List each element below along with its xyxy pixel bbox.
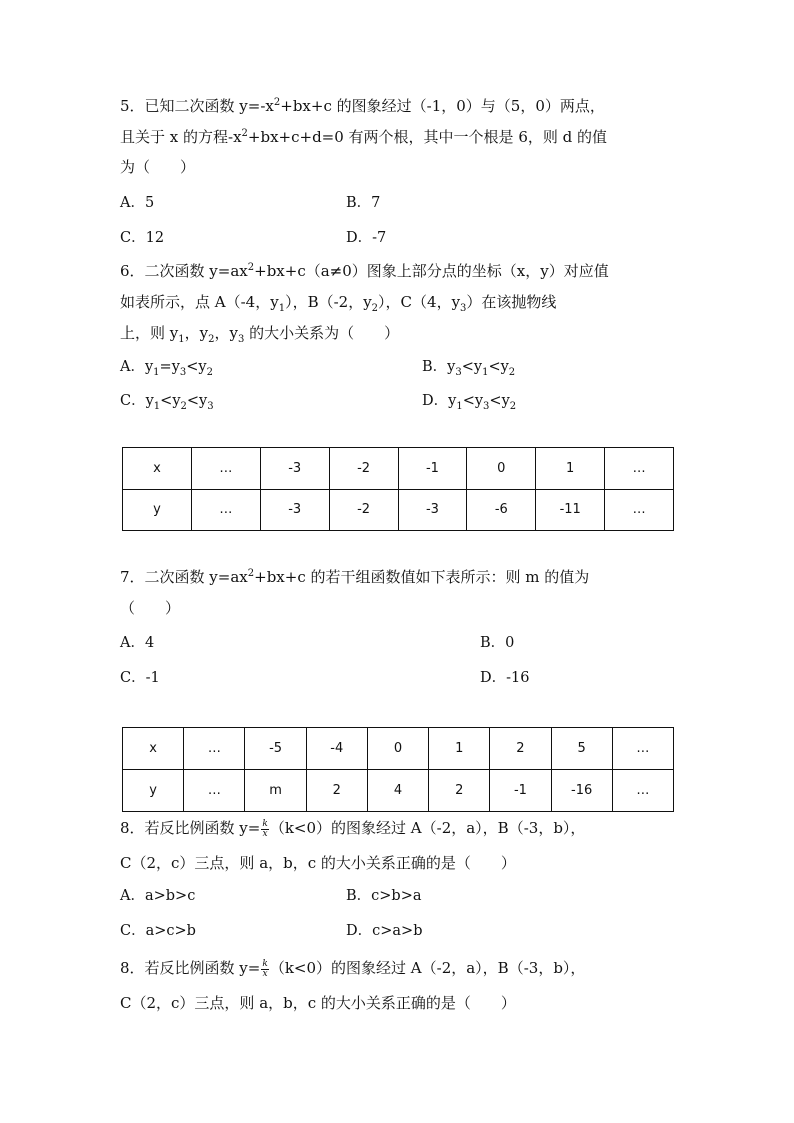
table-cell: -4: [306, 728, 367, 770]
option-text: <y: [186, 393, 208, 409]
q5-option-c[interactable]: C．12: [120, 230, 165, 246]
table-cell: …: [605, 448, 674, 490]
table-cell: 0: [367, 728, 428, 770]
q6-line-3: [120, 323, 399, 343]
q6-text: 如表所示，点 A（-4，y: [120, 293, 279, 311]
subscript: 3: [179, 366, 187, 378]
q6-option-a[interactable]: [120, 357, 213, 377]
table-cell: -3: [260, 448, 329, 490]
table-row: [123, 448, 674, 490]
subscript: 3: [455, 366, 462, 378]
q6-option-d[interactable]: [422, 391, 516, 411]
q8-line-2: C（2，c）三点，则 a，b，c 的大小关系正确的是（ ）: [120, 854, 516, 872]
table-cell: -2: [329, 448, 398, 490]
table-cell: 5: [551, 728, 612, 770]
fraction-denominator: x: [262, 968, 268, 979]
subscript: 1: [153, 366, 160, 378]
subscript: 3: [237, 334, 245, 345]
option-text: <y: [160, 393, 181, 409]
q7-option-c[interactable]: C．-1: [120, 670, 160, 686]
table-row: [123, 770, 674, 812]
table-cell: -11: [536, 489, 605, 531]
table-row: [123, 489, 674, 531]
table-cell: 1: [429, 728, 490, 770]
q7-option-d[interactable]: D．-16: [480, 670, 530, 686]
q5-line-1: [120, 96, 605, 116]
table-cell: 2: [429, 770, 490, 812]
superscript: 2: [273, 97, 281, 108]
option-text: <y: [461, 359, 483, 375]
table-cell: y: [123, 489, 192, 531]
table-cell: -6: [467, 489, 536, 531]
q6-line-2: [120, 292, 556, 312]
q6-text: ，y: [214, 324, 238, 342]
table-cell: x: [123, 728, 184, 770]
q5-option-a[interactable]: A．5: [120, 195, 155, 211]
q8-option-d[interactable]: D．c>a>b: [346, 923, 423, 939]
q6-option-c[interactable]: [120, 391, 214, 411]
option-text: <y: [488, 359, 509, 375]
superscript: 2: [247, 262, 255, 273]
table-cell: -1: [398, 448, 467, 490]
superscript: 2: [247, 568, 255, 579]
option-text: <y: [462, 393, 484, 409]
q5-line-2: [120, 127, 607, 147]
subscript: 2: [509, 400, 517, 412]
superscript: 2: [241, 128, 248, 139]
subscript: 3: [483, 400, 490, 412]
option-text: =y: [159, 359, 180, 375]
q7-text: +bx+c 的若干组函数值如下表所示：则 m 的值为: [254, 568, 590, 586]
q7-line-1: [120, 567, 589, 587]
table-cell: -3: [398, 489, 467, 531]
subscript: 2: [508, 366, 516, 378]
fraction-denominator: x: [262, 828, 268, 839]
table-cell: 0: [467, 448, 536, 490]
q7-text: 7．二次函数 y=ax: [120, 568, 248, 586]
q8-option-b[interactable]: B．c>b>a: [346, 888, 422, 904]
q6-text: ），C（4，y: [378, 293, 461, 311]
option-text: A．y: [120, 359, 154, 375]
table-row: [123, 728, 674, 770]
q7-option-b[interactable]: B．0: [480, 635, 515, 651]
q8-repeat-line-2: C（2，c）三点，则 a，b，c 的大小关系正确的是（ ）: [120, 994, 516, 1012]
subscript: 1: [456, 400, 463, 412]
table-cell: -16: [551, 770, 612, 812]
q8-text: （k<0）的图象经过 A（-2，a），B（-3，b），: [269, 819, 586, 837]
q5-text: +bx+c+d=0 有两个根，其中一个根是 6，则 d 的值: [247, 128, 608, 146]
q8-text: 8．若反比例函数 y=: [120, 959, 261, 977]
table-cell: 2: [490, 728, 551, 770]
option-text: <y: [489, 393, 510, 409]
fraction: [261, 820, 268, 839]
table-cell: …: [612, 728, 673, 770]
table-cell: …: [184, 728, 245, 770]
q5-text: +bx+c 的图象经过（-1，0）与（5，0）两点，: [280, 97, 605, 115]
q8-option-c[interactable]: C．a>c>b: [120, 923, 196, 939]
table-cell: x: [123, 448, 192, 490]
q8-line-1: [120, 818, 585, 839]
fraction-numerator: k: [262, 818, 268, 829]
table-cell: -2: [329, 489, 398, 531]
table-cell: …: [191, 489, 260, 531]
table-cell: …: [191, 448, 260, 490]
table-cell: 2: [306, 770, 367, 812]
q6-value-table: [122, 447, 674, 531]
q8-repeat-line-1: [120, 958, 585, 979]
q6-line-1: [120, 261, 609, 281]
subscript: 1: [153, 400, 161, 412]
q6-text: ）在该抛物线: [466, 293, 557, 311]
option-text: <y: [186, 359, 207, 375]
subscript: 2: [206, 366, 213, 378]
table-cell: …: [612, 770, 673, 812]
q5-text: 且关于 x 的方程-x: [120, 128, 242, 146]
q8-option-a[interactable]: A．a>b>c: [120, 888, 196, 904]
q6-text: +bx+c（a≠0）图象上部分点的坐标（x，y）对应值: [254, 262, 609, 280]
q5-text: 5．已知二次函数 y=-x: [120, 97, 274, 115]
table-cell: -5: [245, 728, 306, 770]
option-text: B．y: [422, 359, 456, 375]
subscript: 3: [460, 303, 467, 314]
q6-text: 6．二次函数 y=ax: [120, 262, 248, 280]
option-text: C．y: [120, 393, 154, 409]
subscript: 1: [482, 366, 489, 378]
q6-text: ），B（-2，y: [285, 293, 372, 311]
q6-text: 的大小关系为（ ）: [244, 324, 400, 342]
q8-text: （k<0）的图象经过 A（-2，a），B（-3，b），: [269, 959, 586, 977]
subscript: 1: [178, 334, 185, 345]
table-cell: …: [184, 770, 245, 812]
table-cell: m: [245, 770, 306, 812]
fraction: [261, 960, 268, 979]
q6-option-b[interactable]: [422, 357, 515, 377]
fraction-numerator: k: [262, 958, 268, 969]
subscript: 1: [278, 303, 286, 314]
table-cell: y: [123, 770, 184, 812]
subscript: 2: [180, 400, 187, 412]
q8-text: 8．若反比例函数 y=: [120, 819, 261, 837]
q7-value-table: [122, 727, 674, 812]
subscript: 2: [371, 303, 379, 314]
q7-option-a[interactable]: A．4: [120, 635, 155, 651]
q5-option-b[interactable]: B．7: [346, 195, 381, 211]
subscript: 3: [207, 400, 214, 412]
table-cell: 4: [367, 770, 428, 812]
q7-line-2: （ ）: [120, 599, 181, 617]
table-cell: …: [605, 489, 674, 531]
q5-option-d[interactable]: D．-7: [346, 230, 387, 246]
table-cell: -1: [490, 770, 551, 812]
q5-line-3: 为（ ）: [120, 158, 196, 176]
q6-text: ，y: [184, 324, 209, 342]
subscript: 2: [208, 334, 215, 345]
table-cell: -3: [260, 489, 329, 531]
option-text: D．y: [422, 393, 457, 409]
q6-text: 上，则 y: [120, 324, 179, 342]
table-cell: 1: [536, 448, 605, 490]
